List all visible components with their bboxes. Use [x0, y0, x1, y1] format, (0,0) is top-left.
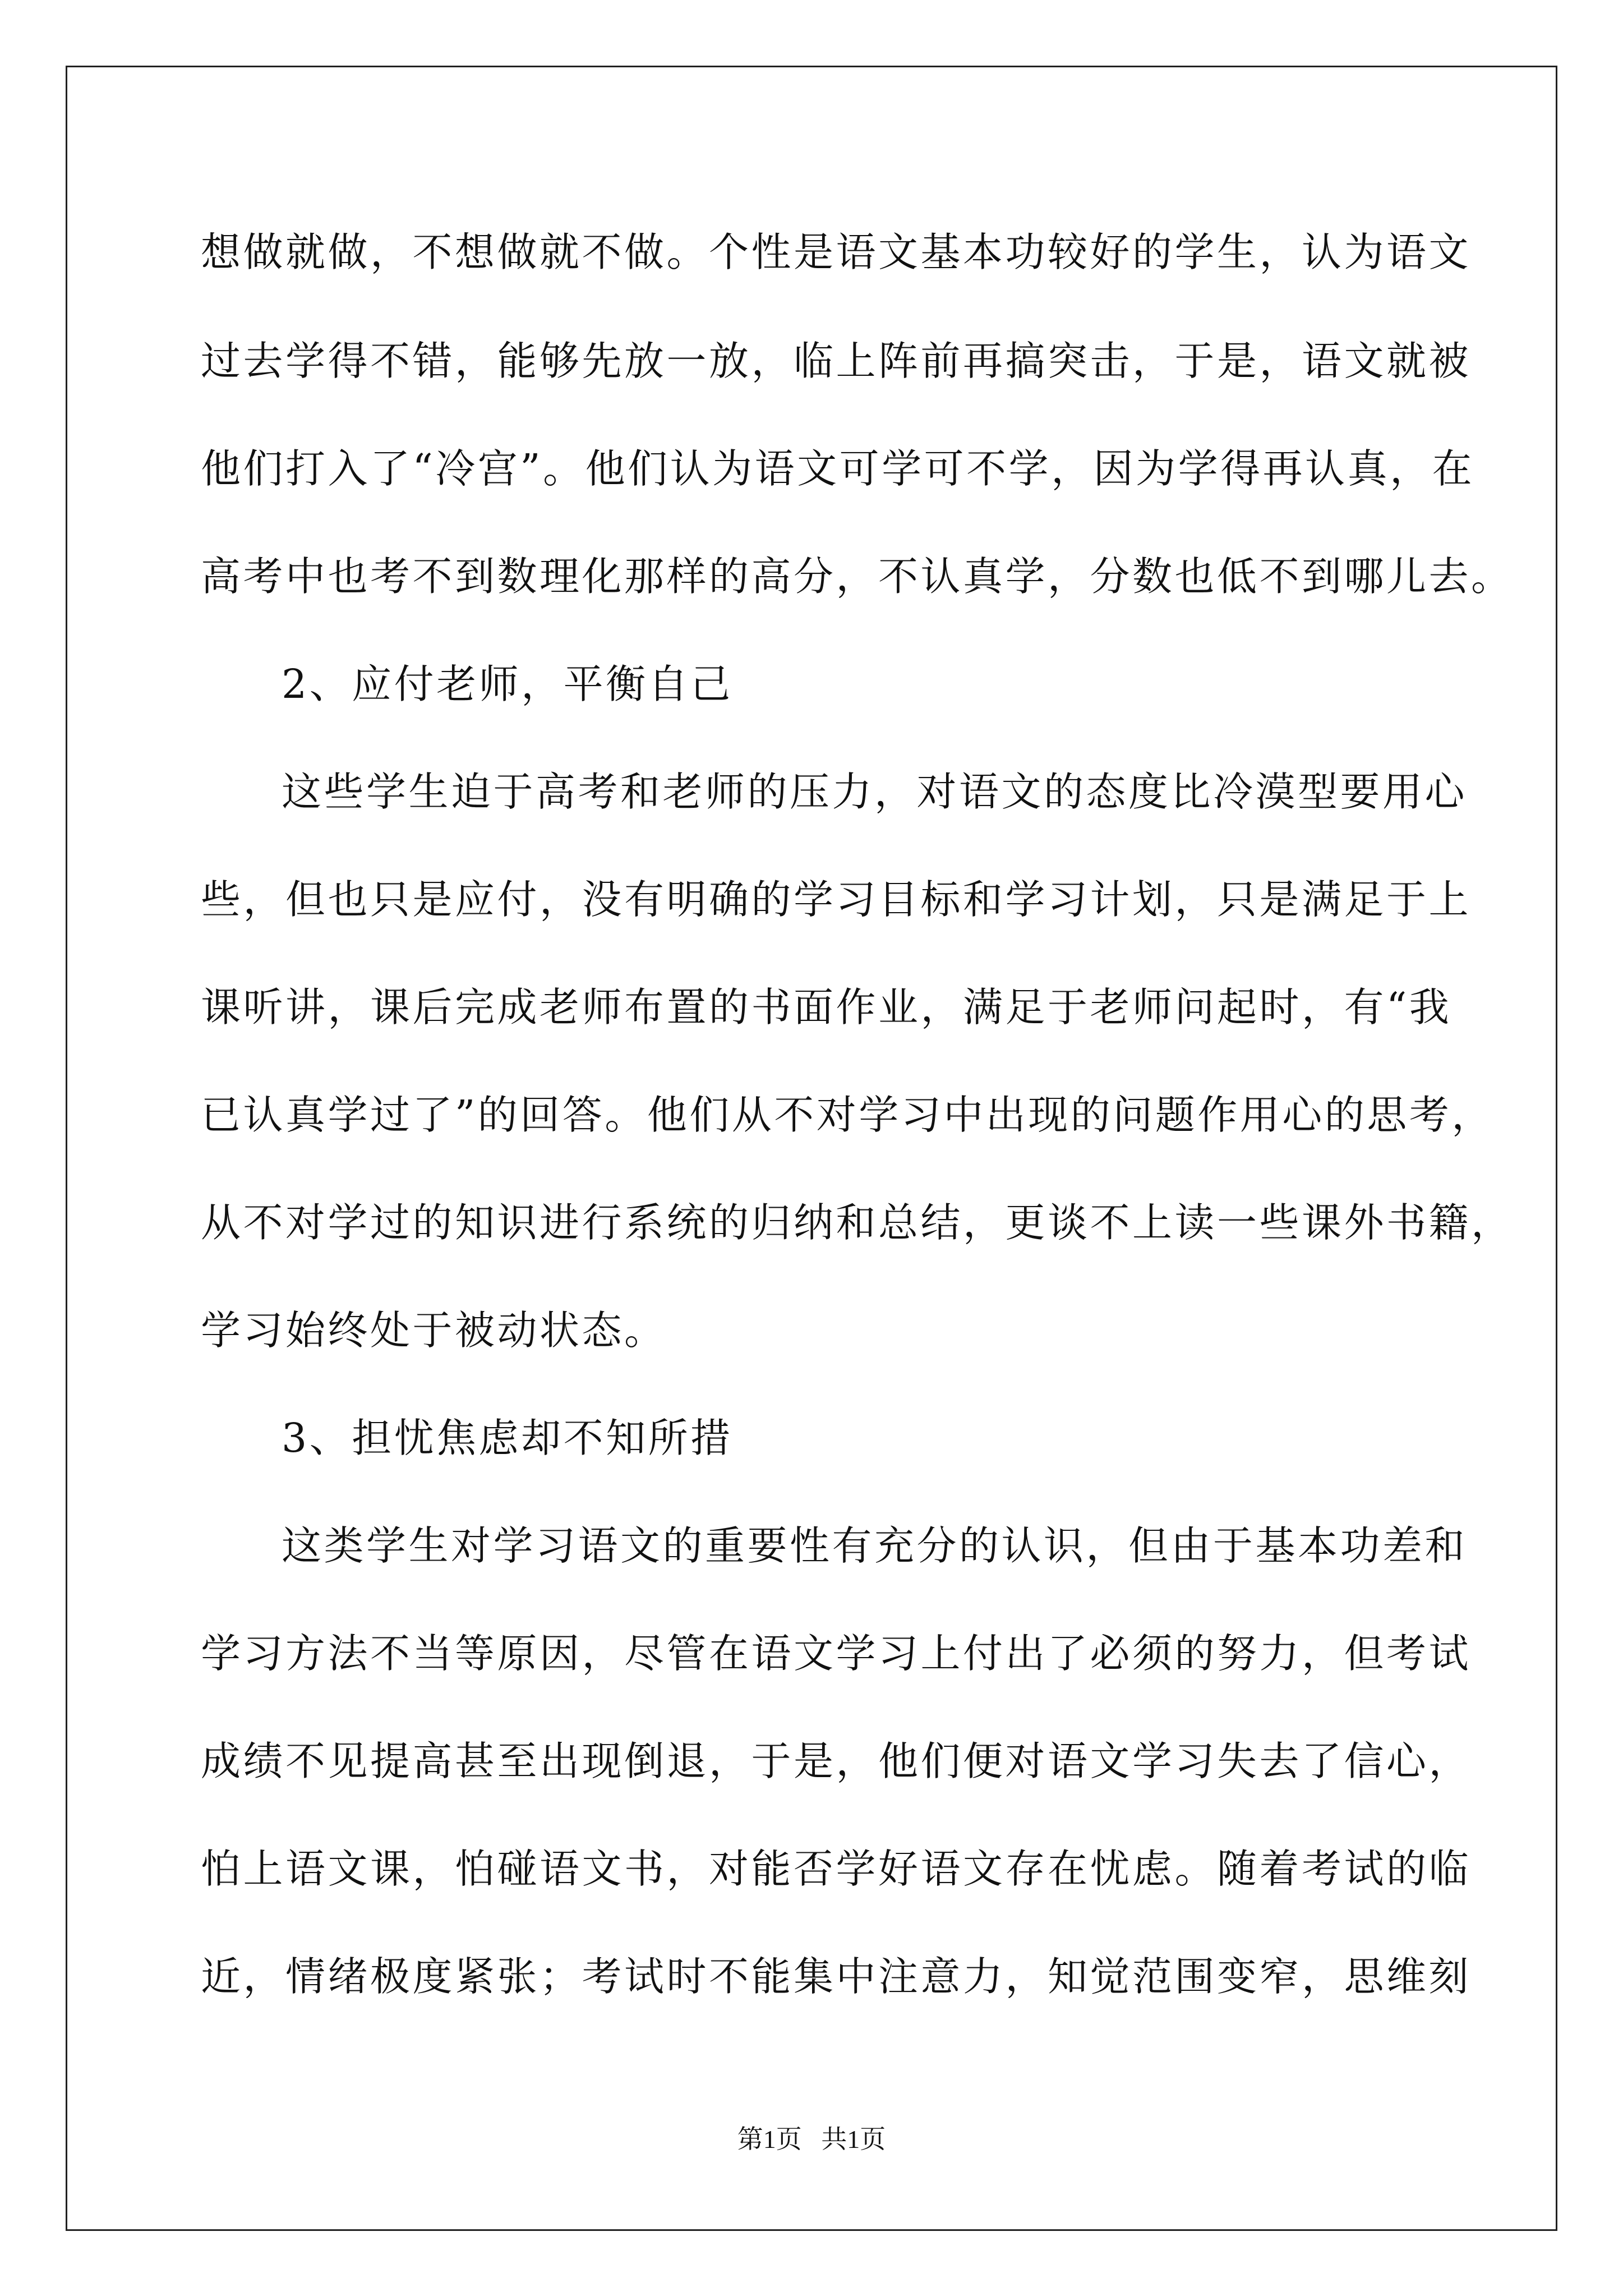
section-heading: 3、担忧焦虑却不知所措	[282, 1415, 733, 1461]
paragraph-line: 这些学生迫于高考和老师的压力，对语文的态度比冷漠型要用心	[282, 769, 1468, 815]
paragraph-line: 他们打入了“冷宫”。他们认为语文可学可不学，因为学得再认真，在	[201, 445, 1475, 492]
paragraph-line: 高考中也考不到数理化那样的高分，不认真学，分数也低不到哪儿去。	[201, 553, 1514, 600]
paragraph-line: 些，但也只是应付，没有明确的学习目标和学习计划，只是满足于上	[201, 876, 1472, 923]
paragraph-line: 学习方法不当等原因，尽管在语文学习上付出了必须的努力，但考试	[201, 1630, 1472, 1677]
paragraph-line: 近，情绪极度紧张；考试时不能集中注意力，知觉范围变窄，思维刻	[201, 1953, 1472, 2000]
paragraph-line: 想做就做，不想做就不做。个性是语文基本功较好的学生，认为语文	[201, 229, 1472, 275]
page-footer: 第1页 共1页	[737, 2125, 886, 2154]
paragraph-line: 成绩不见提高甚至出现倒退，于是，他们便对语文学习失去了信心，	[201, 1738, 1472, 1784]
paragraph-line: 课听讲，课后完成老师布置的书面作业，满足于老师问起时，有“我	[201, 984, 1452, 1030]
paragraph-line: 过去学得不错，能够先放一放，临上阵前再搞突击，于是，语文就被	[201, 338, 1472, 384]
paragraph-line: 已认真学过了”的回答。他们从不对学习中出现的问题作用心的思考，	[201, 1092, 1494, 1138]
page-border	[66, 66, 1557, 2231]
paragraph-line: 怕上语文课，怕碰语文书，对能否学好语文存在忧虑。随着考试的临	[201, 1846, 1472, 1892]
paragraph-line: 从不对学过的知识进行系统的归纳和总结，更谈不上读一些课外书籍，	[201, 1199, 1514, 1246]
paragraph-line: 学习始终处于被动状态。	[201, 1307, 667, 1354]
paragraph-line: 这类学生对学习语文的重要性有充分的认识，但由于基本功差和	[282, 1522, 1468, 1569]
section-heading: 2、应付老师，平衡自己	[282, 661, 733, 707]
